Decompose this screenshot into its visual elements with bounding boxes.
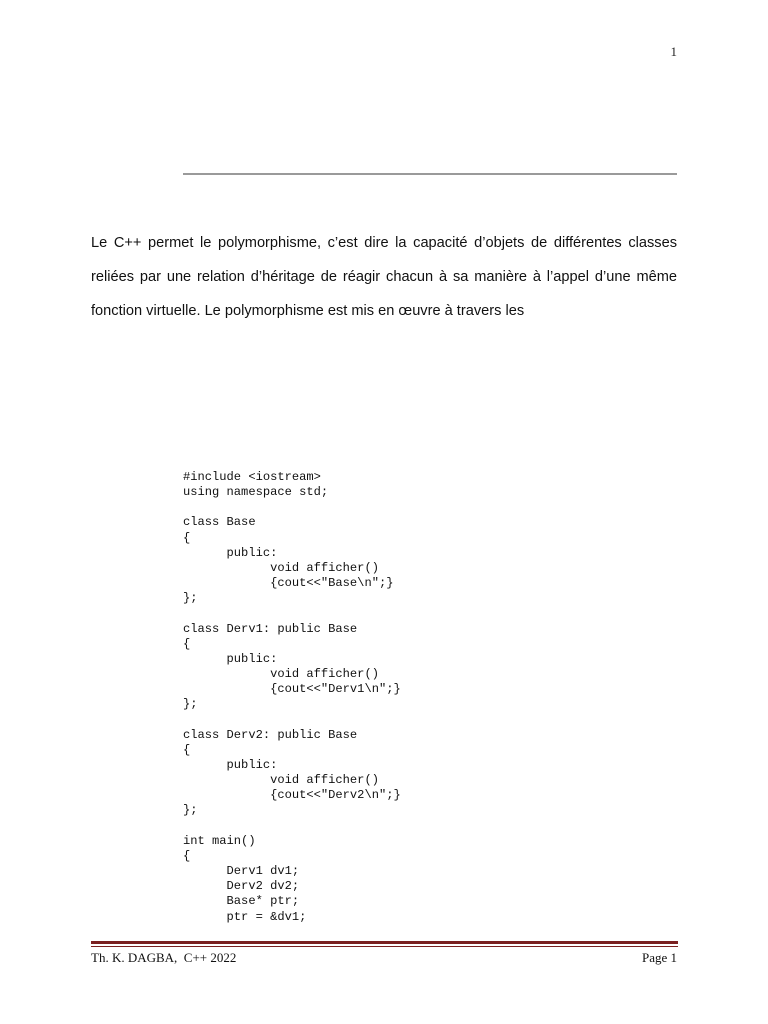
body-paragraph: Le C++ permet le polymorphisme, c’est dire la capacité d’objets de différentes classes reliées par une relation d’héritage de réagir chacun à sa manière à l’appel d’une même fonction virtuelle. Le polymorphisme est mis en œuvre à travers les	[91, 235, 677, 319]
footer-author: Th. K. DAGBA, C++ 2022	[91, 950, 237, 965]
page-number: 1	[670, 44, 677, 59]
code-listing: #include <iostream> using namespace std; class Base { public: void afficher() {cout<<"Base\n";} }; class Derv1: public Base { public: void afficher() {cout<<"Derv1\n";} }; class Derv2: public Base { public: void afficher() {cout<<"Derv2\n";} }; int main() { Derv1 dv1; Derv2 dv2; Base* ptr; ptr = &dv1;	[183, 470, 401, 924]
title-divider	[183, 173, 677, 175]
footer-divider-thin	[91, 946, 678, 947]
footer-divider-thick	[91, 941, 678, 944]
footer-page-label: Page 1	[641, 950, 677, 965]
